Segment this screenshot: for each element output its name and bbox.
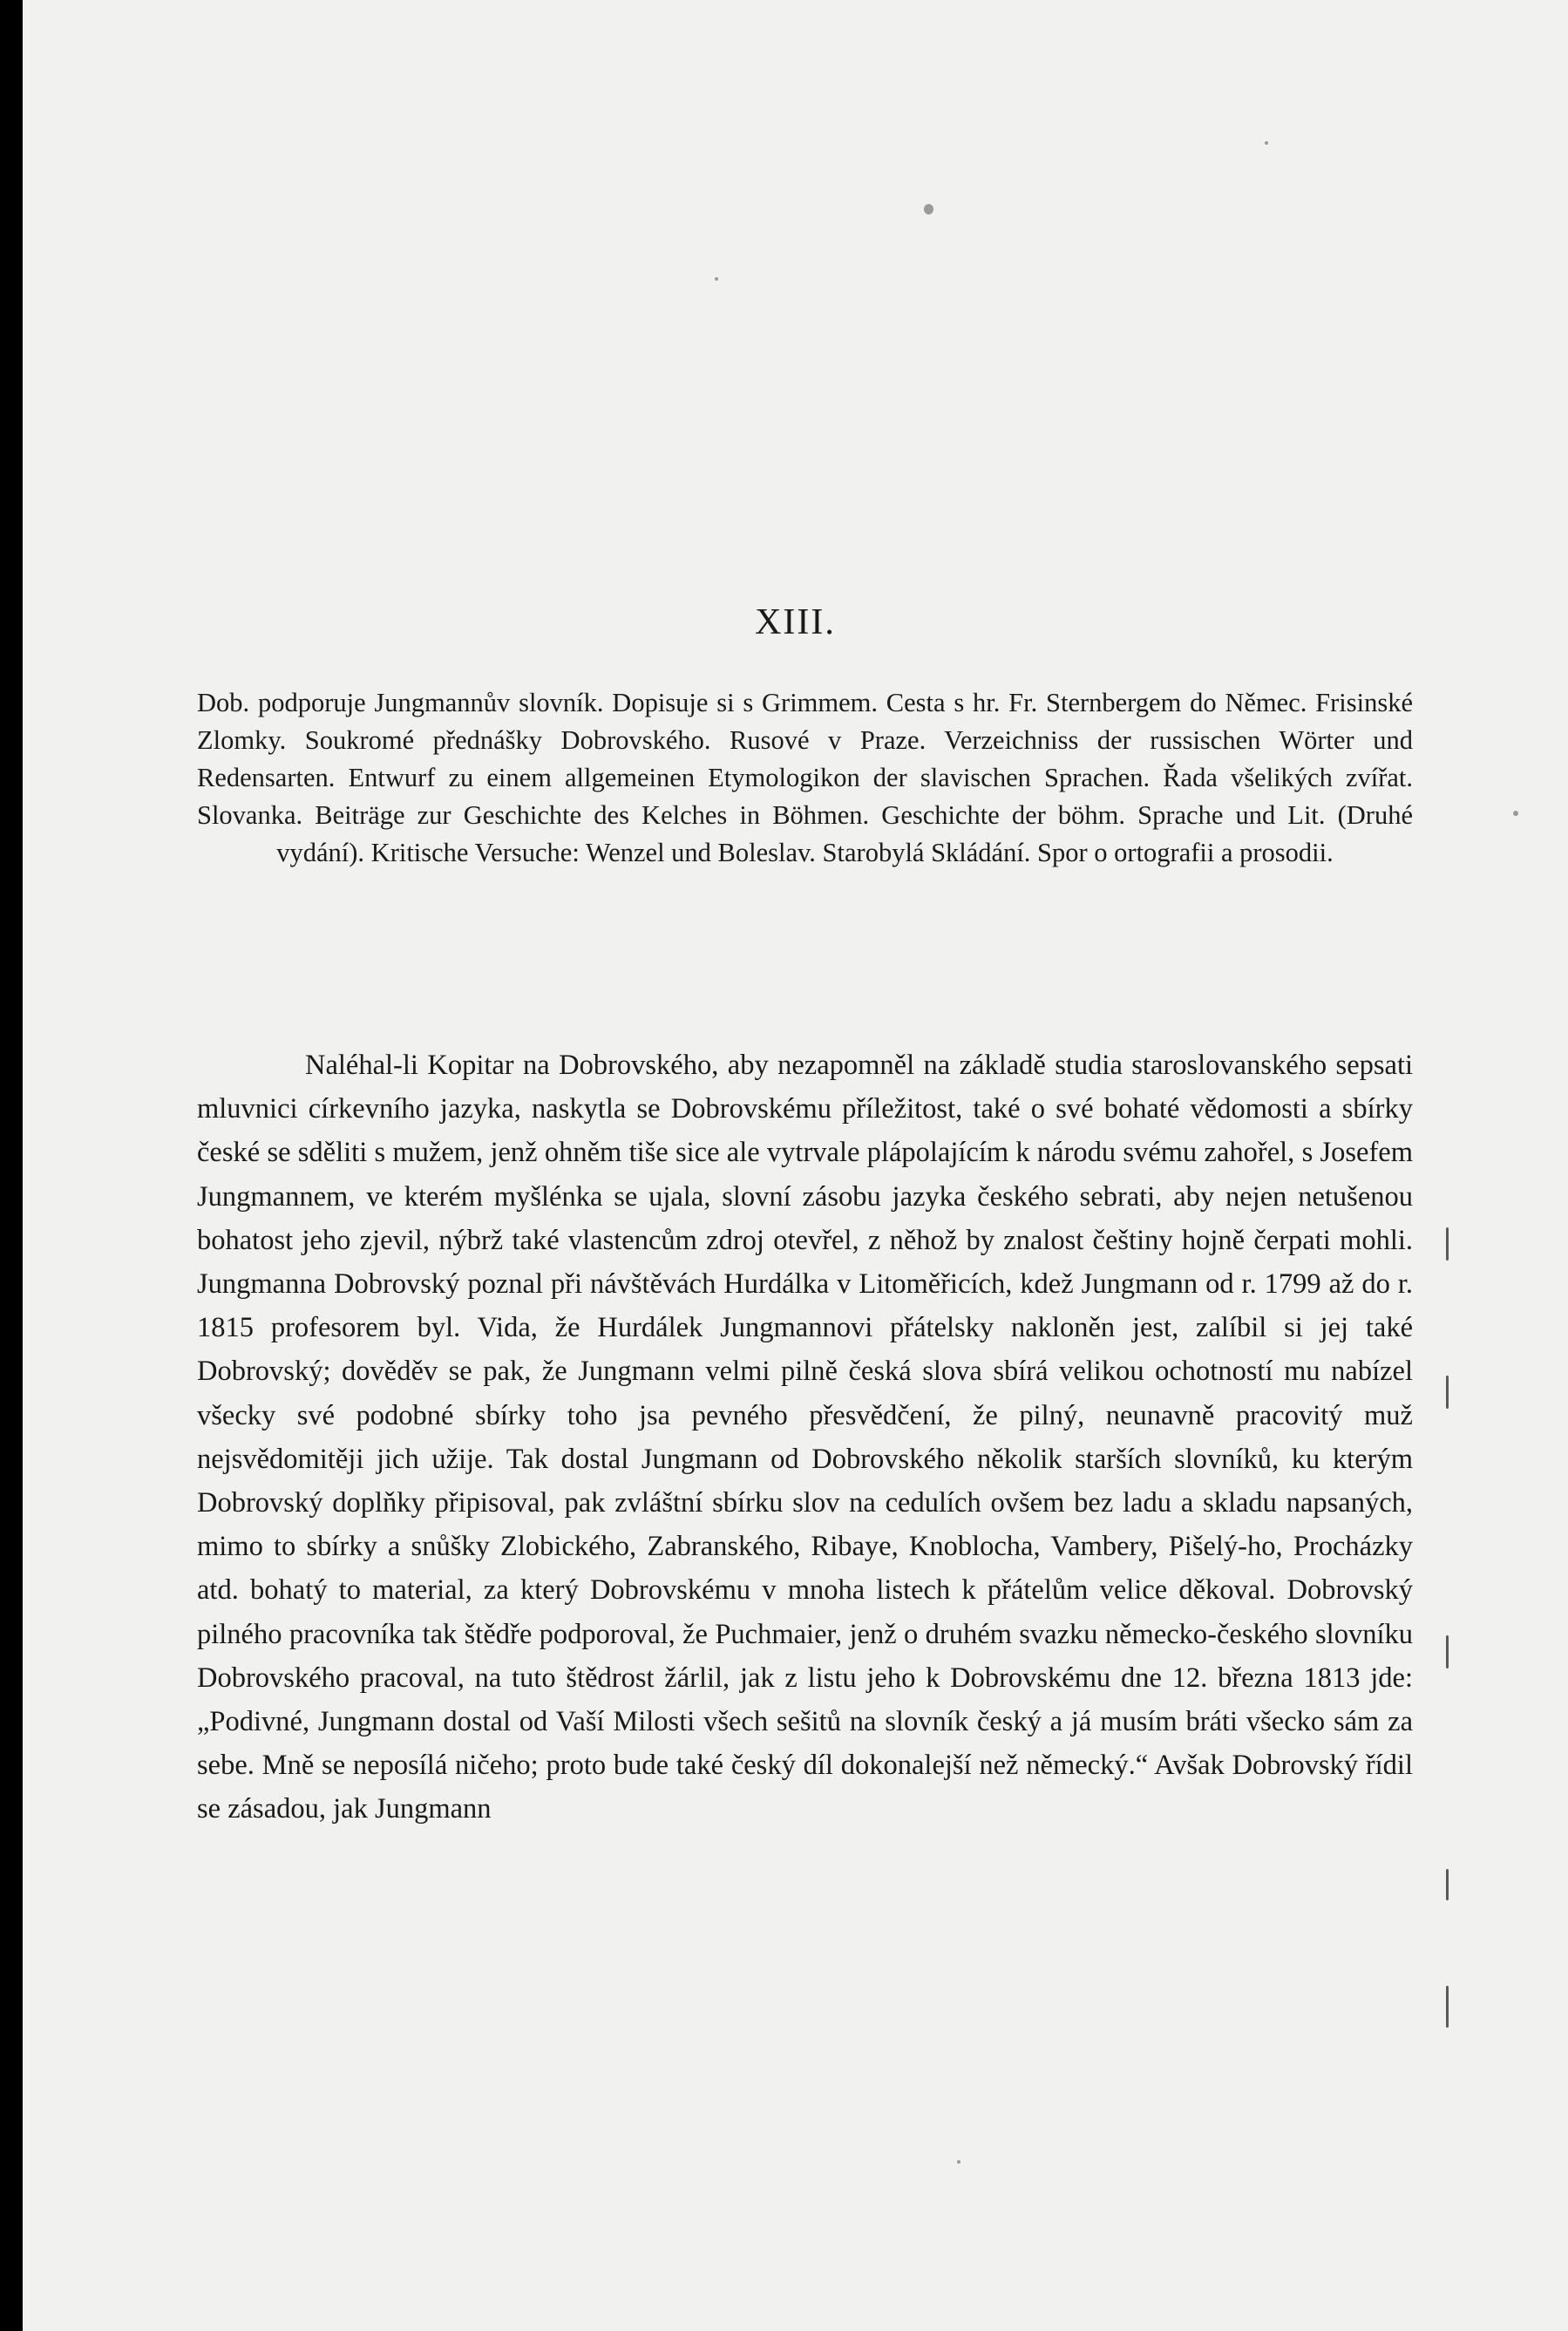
- margin-mark: [1446, 1227, 1449, 1261]
- margin-mark: [1446, 1869, 1449, 1900]
- paper-speck: [1265, 141, 1268, 145]
- margin-mark: [1446, 1376, 1449, 1409]
- margin-mark: [1446, 1986, 1449, 2028]
- body-paragraph: Naléhal-li Kopitar na Dobrovského, aby nezapomněl na základě studia staroslovanského sepsati mluvnici církevního jazyka, naskytla se Dobrovskému příležitost, také o své bohaté vědomosti a sbírky české se sděliti s mužem, jenž ohněm tiše sice ale vytrvale plápolajícím k národu svému zahořel, s Josefem Jungmannem, ve kterém myšlénka se ujala, slovní zásobu jazyka českého sebrati, aby nejen netušenou bohatost jeho zjevil, nýbrž také vlastencům zdroj otevřel, z něhož by znalost češtiny hojně čerpati mohli. Jungmanna Dobrovský poznal při návštěvách Hurdálka v Litoměřicích, kdež Jungmann od r. 1799 až do r. 1815 profesorem byl. Vida, že Hurdálek Jungmannovi přátelsky nakloněn jest, zalíbil si jej také Dobrovský; dověděv se pak, že Jungmann velmi pilně česká slova sbírá velikou ochotností mu nabízel všecky své podobné sbírky toho jsa pevného přesvědčení, že pilný, neunavně pracovitý muž nejsvědomitěji jich užije. Tak dostal Jungmann od Dobrovského několik starších slovníků, ku kterým Dobrovský doplňky připisoval, pak zvláštní sbírku slov na cedulích ovšem bez ladu a skladu napsaných, mimo to sbírky a snůšky Zlobického, Zabranského, Ribaye, Knoblocha, Vambery, Pišelý-ho, Procházky atd. bohatý to material, za který Dobrovskému v mnoha listech k přátelům velice děkoval. Dobrovský pilného pracovníka tak štědře podporoval, že Puchmaier, jenž o druhém svazku německo-českého slovníku Dobrovského pracoval, na tuto štědrost žárlil, jak z listu jeho k Dobrovskému dne 12. března 1813 jde: „Podivné, Jungmann dostal od Vaší Milosti všech sešitů na slovník český a já musím bráti všecko sám za sebe. Mně se neposílá ničeho; proto bude také český díl dokonalejší než německý.“ Avšak Dobrovský řídil se zásadou, jak Jungmann: [197, 1050, 1413, 1825]
- chapter-summary: Dob. podporuje Jungmannův slovník. Dopisuje si s Grimmem. Cesta s hr. Fr. Sternbergem do Němec. Frisinské Zlomky. Soukromé přednášky Dobrovského. Rusové v Praze. Verzeichniss der russischen Wörter und Redensarten. Entwurf zu einem allgemeinen Etymologikon der slavischen Sprachen. Řada všelikých zvířat. Slovanka. Beiträge zur Geschichte des Kelches in Böhmen. Geschichte der böhm. Sprache und Lit. (Druhé vydání). Kritische Versuche: Wenzel und Boleslav. Starobylá Skládání. Spor o ortografii a prosodii.: [197, 688, 1413, 867]
- paper-speck: [715, 277, 718, 281]
- margin-mark: [1446, 1635, 1449, 1668]
- chapter-number: XIII.: [755, 602, 836, 642]
- paper-speck: [957, 2160, 960, 2164]
- book-page: [23, 0, 1568, 2331]
- paper-speck: [1513, 811, 1518, 816]
- paper-speck: [924, 204, 933, 214]
